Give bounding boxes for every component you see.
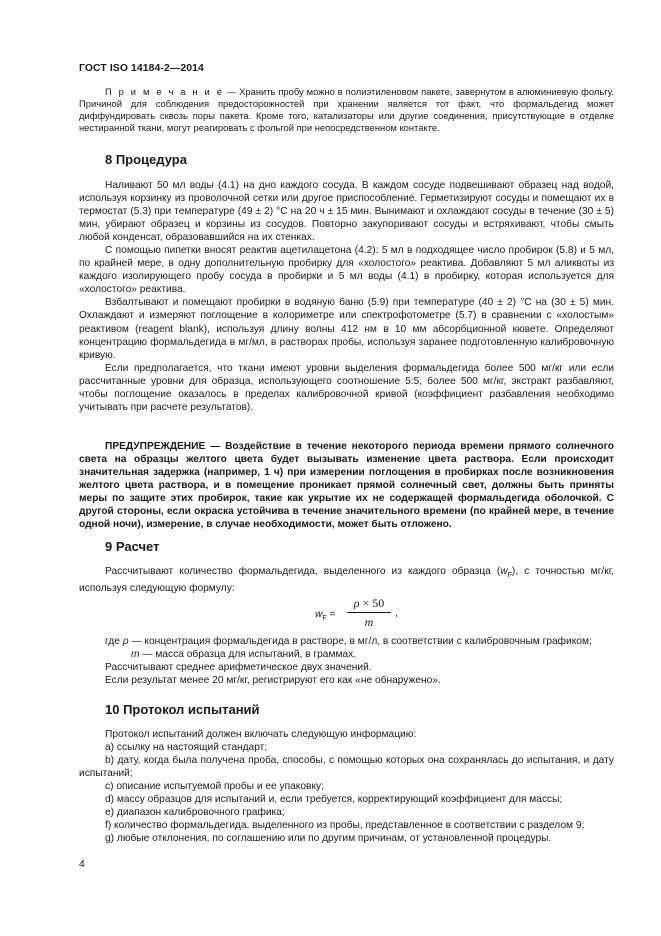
section-8-paragraph-1: Наливают 50 мл воды (4.1) на дно каждого сосуда. В каждом сосуде подвешивают образец над водой, используя корзинку из проволочной сетки или другое приспособление. Герметизируют сосуды и помещают их в термостат (5.3) при температуре (49 ± 2) °С на 20 ч ± 15 мин. Вынимают и охлаждают сосуды в течение (30 ± 5) мин, убирают образец и корзины из сосудов. Повторно закупоривают сосуды и встряхивают, чтобы смыть любой конденсат, образовавшийся на их стенках. <box>79 180 614 244</box>
formula-tail: , <box>395 608 398 620</box>
intro-w-subscript: F <box>507 572 512 580</box>
report-item-g: g) любые отклонения, по соглашению или по другим причинам, от установленной процедуры. <box>105 833 552 845</box>
intro-text-a: Рассчитывают количество формальдегида, выделенного из каждого образца ( <box>105 566 501 577</box>
formula-numerator <box>347 595 391 611</box>
where-rho-text: — концентрация формальдегида в растворе, в мг/л, в соответствии с калибровочным графиком; <box>128 636 592 648</box>
report-item-c: с) описание испытуемой пробы и ее упаковку; <box>105 781 324 793</box>
intro-w-symbol: w <box>500 566 508 577</box>
section-10-intro: Протокол испытаний должен включать следующую информацию: <box>105 729 417 740</box>
note-text: — Хранить пробу можно в полиэтиленовом пакете, завернутом в алюминиевую фольгу. Причиной для соблюдения предосторожностей при хранении является тот факт, что формальдегид может диффундировать сквозь поры пакета. Кроме того, катализаторы или другие соединения, присутствующие в отделке нестиранной ткани, могут реагировать с фольгой при непосредственном контакте. <box>79 86 614 134</box>
where-m-line <box>79 648 614 661</box>
section-8 <box>79 152 614 168</box>
section-9 <box>79 539 614 555</box>
warning-paragraph: ПРЕДУПРЕЖДЕНИЕ — Воздействие в течение некоторого периода времени прямого солнечного света на образцы желтого цвета будет вызывать изменение цвета раствора. Если происходит значительная задержка (например, 1 ч) при измерении поглощения в пробирках после возникновения желтого цвета раствора, и в помещение проникает прямой солнечный свет, должны быть приняты меры по защите этих пробирок, такие как укрытие их не содержащей формальдегида оболочкой. С другой стороны, если окраска устойчива в течение значительного времени (по крайней мере, в течение одной ночи), измерение, в случае необходимости, может быть отложено. <box>79 441 614 531</box>
section-9-intro <box>79 565 614 595</box>
standard-header: ГОСТ ISO 14184-2—2014 <box>79 63 204 74</box>
report-item-a: а) ссылку на настоящий стандарт; <box>105 742 268 754</box>
section-9-title: 9 Расчет <box>105 539 160 554</box>
section-9-body <box>79 565 614 687</box>
section-8-paragraph-3: Взбалтывают и помещают пробирки в водяную баню (5.9) при температуре (40 ± 2) °С на (30 ± 5) мин. Охлаждают и измеряют поглощение в колориметре или спектрофотометре (5.7) в сравнении с «холостым» реактивом (reagent blank), используя длину волны 412 нм в 10 мм абсорбционной кювете. Определяют концентрацию формальдегида в мг/мл, в растворах пробы, используя заранее подготовленную калибровочную кривую. <box>79 297 614 361</box>
formula-denominator: m <box>364 615 374 630</box>
section-10 <box>79 702 614 718</box>
page-number: 4 <box>79 859 85 870</box>
note-label: П р и м е ч а н и е <box>105 86 224 97</box>
formula-lhs <box>315 608 335 625</box>
report-item-f: f) количество формальдегида, выделенного из пробы, представленное в соответствии с разделом 9; <box>105 820 585 832</box>
formula-w: w <box>315 609 323 621</box>
where-rho: ρ <box>122 636 129 648</box>
where-prefix: где <box>105 636 123 648</box>
note-paragraph <box>79 86 614 134</box>
numerator-rho: ρ <box>353 596 360 611</box>
report-item-b: b) дату, когда была получена проба, способы, с помощью которых она сохранялась до испытания, и дату испытаний; <box>79 755 614 780</box>
formula-w-sub: F <box>322 615 327 623</box>
intro-text-b: ), с точностью мг/кг, используя следующую формулу: <box>79 566 614 595</box>
fraction-bar <box>347 612 391 613</box>
not-detected-line: Если результат менее 20 мг/кг, регистрируют его как «не обнаружено». <box>105 675 441 687</box>
where-rho-line <box>79 635 614 648</box>
numerator-rest: × 50 <box>359 596 385 611</box>
formula-fraction <box>347 595 391 629</box>
section-8-body <box>79 179 614 414</box>
where-m: m <box>131 649 140 661</box>
section-10-body <box>79 728 614 845</box>
section-8-paragraph-4: Если предполагается, что ткани имеют уровни выделения формальдегида более 500 мг/кг или если рассчитанные уровни для образца, использующего соотношение 5:5, более 500 мг/кг, экстракт разбавляют, чтобы поглощение оказалось в пределах калибровочной кривой (коэффициент разбавления необходимо учитывать при расчете результатов). <box>79 362 614 413</box>
where-m-text: — масса образца для испытаний, в граммах. <box>139 649 357 661</box>
average-line: Рассчитывают среднее арифметическое двух значений. <box>105 662 372 674</box>
warning-block <box>79 440 614 531</box>
section-8-title: 8 Процедура <box>105 152 187 167</box>
note-block <box>79 86 614 134</box>
report-item-e: е) диапазон калибровочного графика; <box>105 807 285 819</box>
section-8-paragraph-2: С помощью пипетки вносят реактив ацетилацетона (4.2): 5 мл в подходящее число пробирок (5.8) и 5 мл, по крайней мере, в одну дополнительную пробирку для «холостого» реактива. Добавляют 5 мл аликвоты из каждого изолирующего пробу сосуда в пробирки и 5 мл воды (4.1) в пробирку, которая используется для «холостого» реактива. <box>79 245 614 296</box>
formula-equals: = <box>326 609 336 621</box>
report-item-d: d) массу образцов для испытаний и, если требуется, корректирующий коэффициент для массы; <box>105 794 563 806</box>
section-10-title: 10 Протокол испытаний <box>105 702 260 717</box>
formula <box>79 595 614 635</box>
